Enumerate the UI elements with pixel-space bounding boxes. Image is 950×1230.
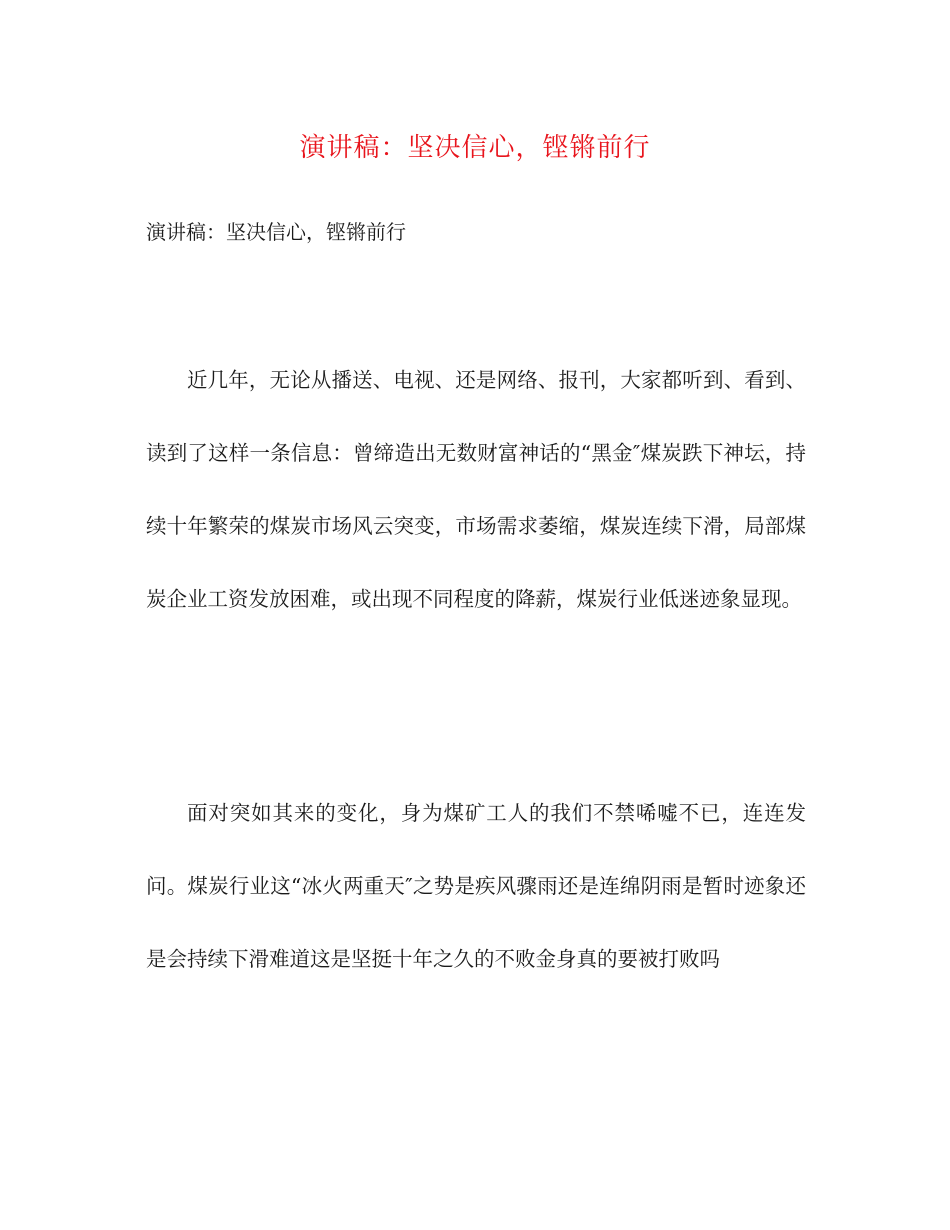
body-paragraph-1: 近几年，无论从播送、电视、还是网络、报刊，大家都听到、看到、读到了这样一条信息：曾缔造出无数财富神话的“黑金″煤炭跌下神坛，持续十年繁荣的煤炭市场风云突变，市场需求萎缩，煤炭连续下滑，局部煤炭企业工资发放困难，或出现不同程度的降薪，煤炭行业低迷迹象显现。 <box>146 368 806 611</box>
body-paragraph-2: 面对突如其来的变化，身为煤矿工人的我们不禁唏嘘不已，连连发问。煤炭行业这“冰火两重天″之势是疾风骤雨还是连绵阴雨是暂时迹象还是会持续下滑难道这是坚挺十年之久的不败金身真的要被打败吗 <box>146 801 806 971</box>
document-title: 演讲稿：坚决信心，铿锵前行 <box>299 133 651 163</box>
document-subtitle: 演讲稿：坚决信心，铿锵前行 <box>146 220 406 244</box>
